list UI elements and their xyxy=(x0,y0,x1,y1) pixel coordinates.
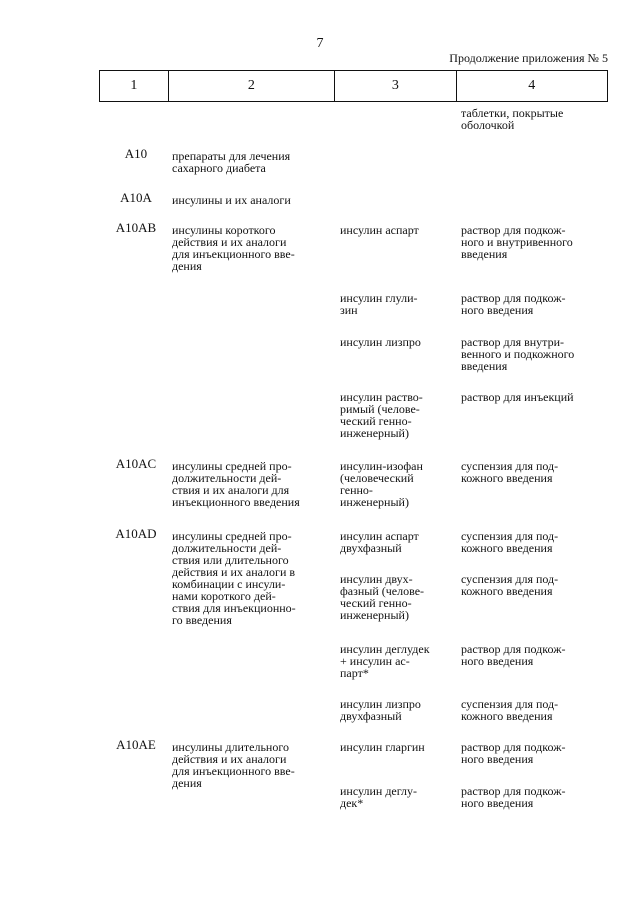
atc-code-cell: A10AC xyxy=(115,456,157,471)
drug-name-cell: инсулин аспарт двухфазный xyxy=(340,529,419,555)
group-name-cell: инсулины средней про- должительности дей- ствия или длительного действия и их аналоги в комбинации с инсули- нами короткого дей- ствия для инъекционно- го введения xyxy=(172,529,296,627)
drug-name-cell: инсулин деглу- дек* xyxy=(340,784,418,810)
atc-code-cell: A10 xyxy=(124,146,148,161)
group-name-cell: инсулины средней про- должительности дей- ствия и их аналоги для инъекционного введения xyxy=(172,459,300,509)
column-header-4: 4 xyxy=(528,78,536,93)
dosage-form-cell: раствор для подкож- ного и внутривенного введения xyxy=(461,223,573,261)
dosage-form-cell: раствор для подкож- ного введения xyxy=(461,740,566,766)
atc-code-cell: A10A xyxy=(120,190,152,205)
drug-name-cell: инсулин глули- зин xyxy=(340,291,418,317)
group-name-cell: инсулины короткого действия и их аналоги для инъекционного вве- дения xyxy=(172,223,295,273)
appendix-continuation-label: Продолжение приложения № 5 xyxy=(449,51,608,65)
group-name-cell: инсулины длительного действия и их аналоги для инъекционного вве- дения xyxy=(172,740,295,790)
dosage-form-cell: раствор для подкож- ного введения xyxy=(461,642,566,668)
drug-name-cell: инсулин аспарт xyxy=(340,223,419,237)
dosage-form-cell: раствор для инъекций xyxy=(461,390,574,404)
drug-name-cell: инсулин гларгин xyxy=(340,740,425,754)
drug-name-cell: инсулин лизпро xyxy=(340,335,421,349)
drug-name-cell: инсулин-изофан (человеческий генно- инженерный) xyxy=(340,459,423,509)
atc-code-cell: A10AE xyxy=(116,737,156,752)
group-name-cell: препараты для лечения сахарного диабета xyxy=(172,149,291,175)
drug-name-cell: инсулин лизпро двухфазный xyxy=(340,697,421,723)
drug-name-cell: инсулин деглудек + инсулин ас- парт* xyxy=(340,642,430,680)
dosage-form-cell: раствор для подкож- ного введения xyxy=(461,291,566,317)
column-header-3: 3 xyxy=(335,71,457,101)
drug-name-cell: инсулин раство- римый (челове- ческий генно- инженерный) xyxy=(340,390,423,440)
page-number: 7 xyxy=(316,36,324,51)
dosage-form-cell: таблетки, покрытые оболочкой xyxy=(461,106,564,132)
dosage-form-cell: раствор для подкож- ного введения xyxy=(461,784,566,810)
table-header-row xyxy=(99,70,608,102)
dosage-form-cell: суспензия для под- кожного введения xyxy=(461,697,559,723)
dosage-form-cell: суспензия для под- кожного введения xyxy=(461,529,559,555)
dosage-form-cell: суспензия для под- кожного введения xyxy=(461,572,559,598)
group-name-cell: инсулины и их аналоги xyxy=(172,193,291,207)
drug-name-cell: инсулин двух- фазный (челове- ческий генно- инженерный) xyxy=(340,572,425,622)
dosage-form-cell: раствор для внутри- венного и подкожного введения xyxy=(461,335,575,373)
column-header-2: 2 xyxy=(169,71,335,101)
dosage-form-cell: суспензия для под- кожного введения xyxy=(461,459,559,485)
atc-code-cell: A10AB xyxy=(115,220,157,235)
column-header-1: 1 xyxy=(100,71,169,101)
atc-code-cell: A10AD xyxy=(115,526,157,541)
